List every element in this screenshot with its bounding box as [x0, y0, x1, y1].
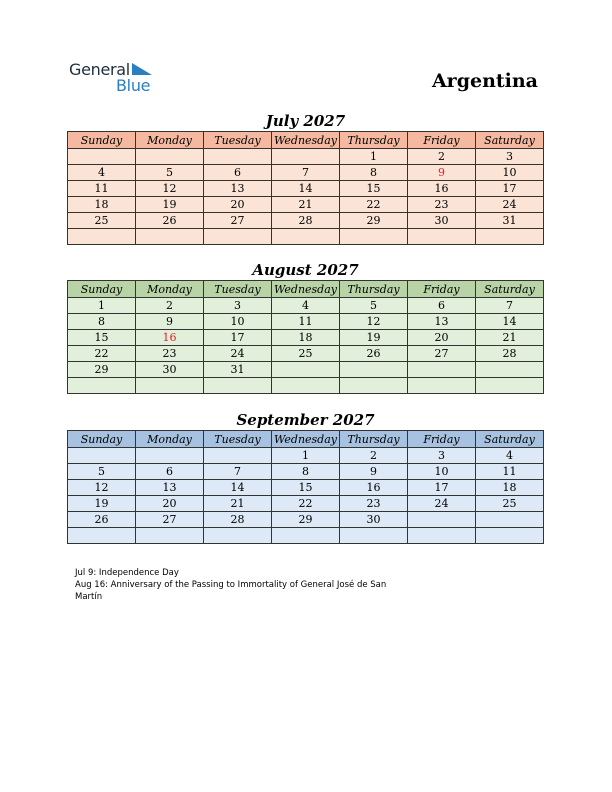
day-cell: 2	[340, 448, 408, 464]
day-cell: 27	[204, 213, 272, 229]
calendar-grid	[67, 280, 544, 394]
month-title: September 2027	[236, 411, 375, 429]
empty-day-cell	[476, 512, 544, 528]
weekday-thursday: Thursday	[340, 431, 408, 448]
day-cell: 12	[340, 314, 408, 330]
weekday-saturday: Saturday	[476, 431, 544, 448]
day-cell: 25	[68, 213, 136, 229]
holiday-notes	[75, 567, 415, 603]
weekday-monday: Monday	[136, 132, 204, 149]
day-cell: 2	[136, 298, 204, 314]
day-cell: 16	[136, 330, 204, 346]
month-title: August 2027	[252, 261, 359, 279]
weekday-saturday: Saturday	[476, 281, 544, 298]
week-row	[68, 480, 544, 496]
day-cell: 29	[68, 362, 136, 378]
week-row	[68, 149, 544, 165]
week-row	[68, 528, 544, 544]
empty-day-cell	[204, 229, 272, 245]
day-cell: 14	[476, 314, 544, 330]
week-row	[68, 213, 544, 229]
week-row	[68, 197, 544, 213]
day-cell: 5	[136, 165, 204, 181]
day-cell: 26	[340, 346, 408, 362]
empty-day-cell	[136, 378, 204, 394]
weekday-sunday: Sunday	[68, 281, 136, 298]
empty-day-cell	[204, 149, 272, 165]
day-cell: 1	[68, 298, 136, 314]
day-cell: 23	[408, 197, 476, 213]
day-cell: 2	[408, 149, 476, 165]
weekday-saturday: Saturday	[476, 132, 544, 149]
day-cell: 16	[408, 181, 476, 197]
weekday-header-row	[68, 132, 544, 149]
week-row	[68, 181, 544, 197]
week-row	[68, 165, 544, 181]
empty-day-cell	[68, 448, 136, 464]
calendar-grid	[67, 430, 544, 544]
empty-day-cell	[68, 378, 136, 394]
empty-day-cell	[476, 362, 544, 378]
day-cell: 3	[408, 448, 476, 464]
day-cell: 17	[408, 480, 476, 496]
day-cell: 29	[272, 512, 340, 528]
week-row	[68, 496, 544, 512]
empty-day-cell	[204, 378, 272, 394]
weekday-sunday: Sunday	[68, 132, 136, 149]
day-cell: 27	[408, 346, 476, 362]
day-cell: 26	[68, 512, 136, 528]
logo-text-general: General	[69, 60, 130, 79]
empty-day-cell	[272, 362, 340, 378]
day-cell: 20	[136, 496, 204, 512]
day-cell: 27	[136, 512, 204, 528]
day-cell: 3	[204, 298, 272, 314]
day-cell: 20	[408, 330, 476, 346]
empty-day-cell	[68, 229, 136, 245]
day-cell: 11	[476, 464, 544, 480]
holiday-note: Aug 16: Anniversary of the Passing to Immortality of General José de San Martín	[75, 580, 387, 602]
day-cell: 12	[136, 181, 204, 197]
week-row	[68, 298, 544, 314]
day-cell: 7	[272, 165, 340, 181]
day-cell: 17	[476, 181, 544, 197]
week-row	[68, 229, 544, 245]
day-cell: 7	[476, 298, 544, 314]
month-july	[67, 112, 544, 245]
day-cell: 3	[476, 149, 544, 165]
day-cell: 21	[272, 197, 340, 213]
day-cell: 9	[340, 464, 408, 480]
day-cell: 10	[408, 464, 476, 480]
empty-day-cell	[204, 448, 272, 464]
weekday-header-row	[68, 281, 544, 298]
empty-day-cell	[272, 378, 340, 394]
weekday-monday: Monday	[136, 431, 204, 448]
day-cell: 1	[272, 448, 340, 464]
day-cell: 10	[476, 165, 544, 181]
day-cell: 20	[204, 197, 272, 213]
weekday-wednesday: Wednesday	[272, 281, 340, 298]
day-cell: 8	[272, 464, 340, 480]
day-cell: 14	[272, 181, 340, 197]
day-cell: 24	[408, 496, 476, 512]
day-cell: 26	[136, 213, 204, 229]
day-cell: 11	[68, 181, 136, 197]
weekday-tuesday: Tuesday	[204, 132, 272, 149]
empty-day-cell	[408, 229, 476, 245]
day-cell: 19	[340, 330, 408, 346]
day-cell: 13	[204, 181, 272, 197]
weekday-thursday: Thursday	[340, 281, 408, 298]
day-cell: 11	[272, 314, 340, 330]
empty-day-cell	[136, 528, 204, 544]
day-cell: 31	[476, 213, 544, 229]
empty-day-cell	[476, 528, 544, 544]
empty-day-cell	[136, 448, 204, 464]
generalblue-logo	[69, 60, 164, 96]
empty-day-cell	[136, 229, 204, 245]
week-row	[68, 362, 544, 378]
week-row	[68, 512, 544, 528]
country-title: Argentina	[431, 70, 538, 92]
day-cell: 9	[136, 314, 204, 330]
day-cell: 29	[340, 213, 408, 229]
month-september	[67, 411, 544, 544]
empty-day-cell	[340, 362, 408, 378]
day-cell: 1	[340, 149, 408, 165]
day-cell: 23	[136, 346, 204, 362]
day-cell: 18	[272, 330, 340, 346]
day-cell: 5	[68, 464, 136, 480]
week-row	[68, 378, 544, 394]
day-cell: 15	[340, 181, 408, 197]
day-cell: 12	[68, 480, 136, 496]
weekday-sunday: Sunday	[68, 431, 136, 448]
empty-day-cell	[476, 378, 544, 394]
day-cell: 6	[408, 298, 476, 314]
day-cell: 21	[204, 496, 272, 512]
weekday-monday: Monday	[136, 281, 204, 298]
day-cell: 8	[340, 165, 408, 181]
week-row	[68, 314, 544, 330]
empty-day-cell	[408, 528, 476, 544]
day-cell: 18	[476, 480, 544, 496]
month-august	[67, 261, 544, 394]
day-cell: 15	[272, 480, 340, 496]
day-cell: 17	[204, 330, 272, 346]
empty-day-cell	[68, 528, 136, 544]
month-title: July 2027	[265, 112, 346, 130]
empty-day-cell	[204, 528, 272, 544]
day-cell: 4	[272, 298, 340, 314]
day-cell: 24	[476, 197, 544, 213]
day-cell: 9	[408, 165, 476, 181]
weekday-header-row	[68, 431, 544, 448]
empty-day-cell	[408, 512, 476, 528]
weekday-friday: Friday	[408, 431, 476, 448]
day-cell: 31	[204, 362, 272, 378]
empty-day-cell	[272, 149, 340, 165]
day-cell: 25	[272, 346, 340, 362]
day-cell: 28	[272, 213, 340, 229]
day-cell: 4	[476, 448, 544, 464]
day-cell: 25	[476, 496, 544, 512]
empty-day-cell	[476, 229, 544, 245]
day-cell: 18	[68, 197, 136, 213]
day-cell: 16	[340, 480, 408, 496]
day-cell: 13	[408, 314, 476, 330]
weekday-thursday: Thursday	[340, 132, 408, 149]
empty-day-cell	[340, 229, 408, 245]
weekday-tuesday: Tuesday	[204, 281, 272, 298]
logo-text-blue: Blue	[116, 76, 151, 95]
day-cell: 8	[68, 314, 136, 330]
weekday-friday: Friday	[408, 281, 476, 298]
day-cell: 19	[68, 496, 136, 512]
day-cell: 23	[340, 496, 408, 512]
day-cell: 19	[136, 197, 204, 213]
empty-day-cell	[340, 378, 408, 394]
empty-day-cell	[136, 149, 204, 165]
day-cell: 21	[476, 330, 544, 346]
logo-triangle-icon	[132, 63, 152, 75]
day-cell: 22	[272, 496, 340, 512]
weekday-tuesday: Tuesday	[204, 431, 272, 448]
calendar-grid	[67, 131, 544, 245]
week-row	[68, 464, 544, 480]
day-cell: 13	[136, 480, 204, 496]
week-row	[68, 448, 544, 464]
day-cell: 28	[476, 346, 544, 362]
day-cell: 30	[408, 213, 476, 229]
day-cell: 10	[204, 314, 272, 330]
weekday-wednesday: Wednesday	[272, 431, 340, 448]
week-row	[68, 330, 544, 346]
weekday-friday: Friday	[408, 132, 476, 149]
empty-day-cell	[272, 528, 340, 544]
week-row	[68, 346, 544, 362]
day-cell: 14	[204, 480, 272, 496]
holiday-note: Jul 9: Independence Day	[75, 568, 179, 578]
empty-day-cell	[408, 378, 476, 394]
empty-day-cell	[340, 528, 408, 544]
day-cell: 7	[204, 464, 272, 480]
day-cell: 30	[136, 362, 204, 378]
empty-day-cell	[272, 229, 340, 245]
day-cell: 24	[204, 346, 272, 362]
empty-day-cell	[68, 149, 136, 165]
day-cell: 30	[340, 512, 408, 528]
day-cell: 22	[68, 346, 136, 362]
day-cell: 5	[340, 298, 408, 314]
day-cell: 15	[68, 330, 136, 346]
day-cell: 22	[340, 197, 408, 213]
empty-day-cell	[408, 362, 476, 378]
day-cell: 4	[68, 165, 136, 181]
day-cell: 6	[204, 165, 272, 181]
weekday-wednesday: Wednesday	[272, 132, 340, 149]
day-cell: 28	[204, 512, 272, 528]
day-cell: 6	[136, 464, 204, 480]
